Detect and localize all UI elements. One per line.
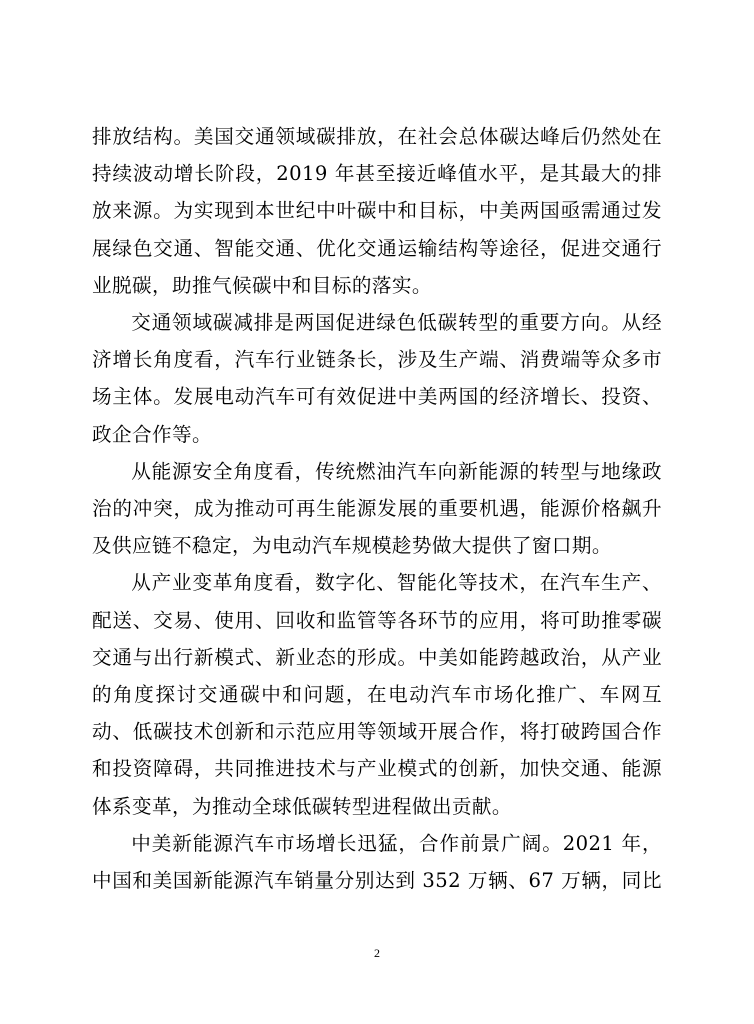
- paragraph-4: 从产业变革角度看，数字化、智能化等技术，在汽车生产、配送、交易、使用、回收和监管等各环节的应用，将可助推零碳交通与出行新模式、新业态的形成。中美如能跨越政治，从产业的角度探讨交通碳中和问题，在电动汽车市场化推广、车网互动、低碳技术创新和示范应用等领域开展合作，将打破跨国合作和投资障碍，共同推进技术与产业模式的创新，加快交通、能源体系变革，为推动全球低碳转型进程做出贡献。: [92, 571, 662, 818]
- paragraph-5: 中美新能源汽车市场增长迅猛，合作前景广阔。2021 年，中国和美国新能源汽车销量分别达到 352 万辆、67 万辆，同比: [92, 831, 662, 893]
- body-text: [92, 118, 662, 899]
- paragraph-3: 从能源安全角度看，传统燃油汽车向新能源的转型与地缘政治的冲突，成为推动可再生能源发展的重要机遇，能源价格飙升及供应链不稳定，为电动汽车规模趁势做大提供了窗口期。: [92, 459, 662, 558]
- paragraph-1: 排放结构。美国交通领域碳排放，在社会总体碳达峰后仍然处在持续波动增长阶段，2019 年甚至接近峰值水平，是其最大的排放来源。为实现到本世纪中叶碳中和目标，中美两国亟需通过发展绿色交通、智能交通、优化交通运输结构等途径，促进交通行业脱碳，助推气候碳中和目标的落实。: [92, 125, 662, 297]
- paragraph-2: 交通领域碳减排是两国促进绿色低碳转型的重要方向。从经济增长角度看，汽车行业链条长，涉及生产端、消费端等众多市场主体。发展电动汽车可有效促进中美两国的经济增长、投资、政企合作等。: [92, 311, 662, 446]
- page-number: 2: [374, 946, 380, 960]
